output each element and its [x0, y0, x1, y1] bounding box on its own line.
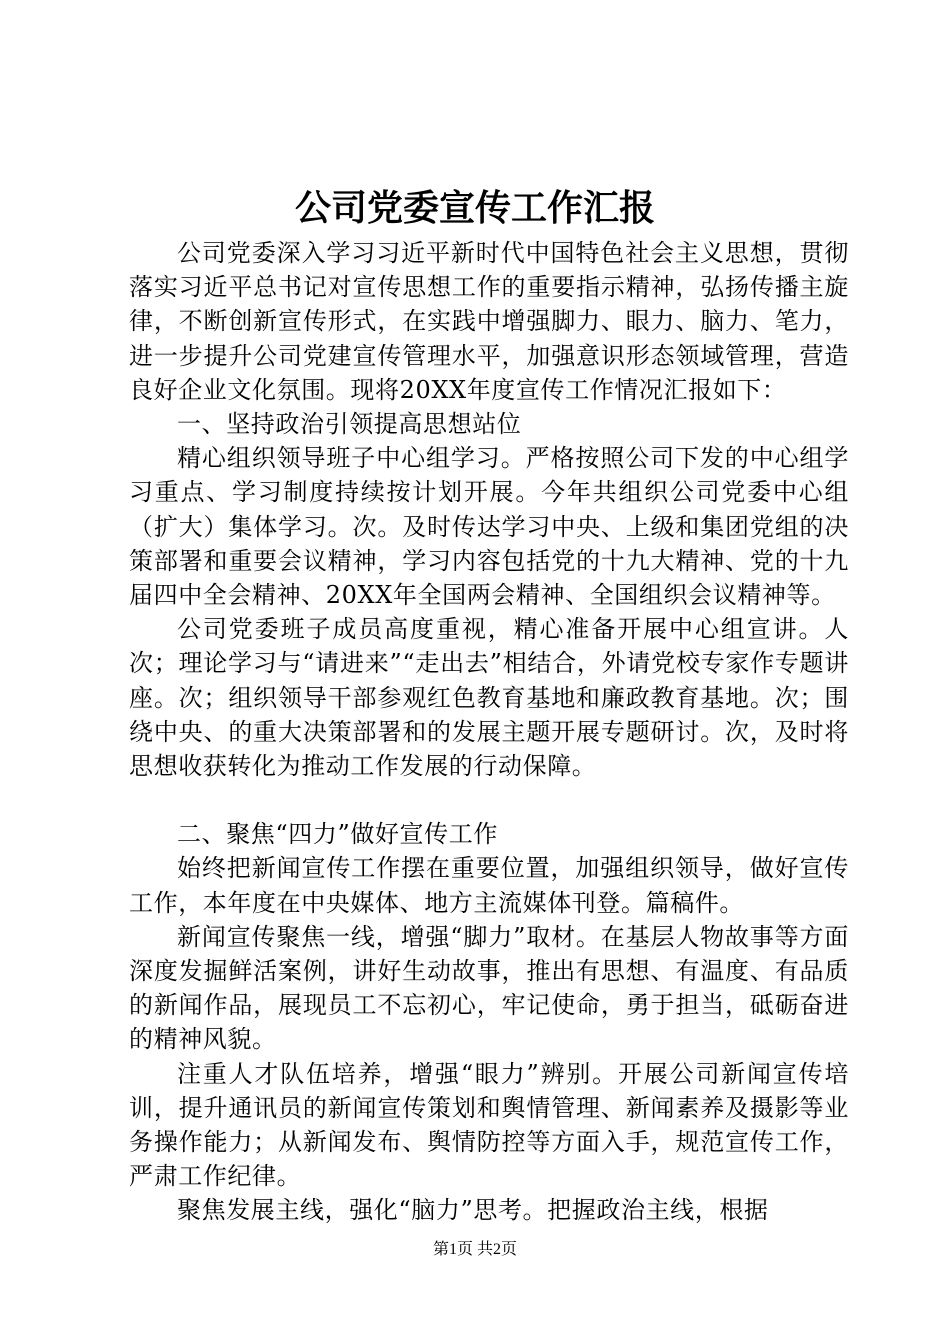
section-1-paragraph-2: 公司党委班子成员高度重视，精心准备开展中心组宣讲。人次；理论学习与“请进来”“走出去”相结合，外请党校专家作专题讲座。次；组织领导干部参观红色教育基地和廉政教育基地。次；围绕中央、的重大决策部署和的发展主题开展专题研讨。次，及时将思想收获转化为推动工作发展的行动保障。: [129, 615, 849, 781]
section-2-paragraph-2: 新闻宣传聚焦一线，增强“脚力”取材。在基层人物故事等方面深度发掘鲜活案例，讲好生动故事，推出有思想、有温度、有品质的新闻作品，展现员工不忘初心，牢记使命，勇于担当，砥砺奋进的精神风貌。: [129, 922, 849, 1054]
page-footer: 第1页 共2页: [432, 1241, 517, 1258]
blank-line: [129, 783, 849, 817]
document-title: 公司党委宣传工作汇报: [294, 187, 655, 229]
intro-paragraph: 公司党委深入学习习近平新时代中国特色社会主义思想，贯彻落实习近平总书记对宣传思想工作的重要指示精神，弘扬传播主旋律，不断创新宣传形式，在实践中增强脚力、眼力、脑力、笔力，进一步提升公司党建宣传管理水平，加强意识形态领域管理，营造良好企业文化氛围。现将20XX年度宣传工作情况汇报如下：: [129, 239, 849, 404]
section-2-paragraph-3: 注重人才队伍培养，增强“眼力”辨别。开展公司新闻宣传培训，提升通讯员的新闻宣传策划和舆情管理、新闻素养及摄影等业务操作能力；从新闻发布、舆情防控等方面入手，规范宣传工作，严肃工作纪律。: [129, 1059, 849, 1191]
section-2-paragraph-1: 始终把新闻宣传工作摆在重要位置，加强组织领导，做好宣传工作，本年度在中央媒体、地方主流媒体刊登。篇稿件。: [129, 854, 849, 917]
document-body: [129, 236, 849, 1228]
section-1-heading: 一、坚持政治引领提高思想站位: [177, 410, 522, 439]
section-1-paragraph-1: 精心组织领导班子中心组学习。严格按照公司下发的中心组学习重点、学习制度持续按计划开展。今年共组织公司党委中心组（扩大）集体学习。次。及时传达学习中央、上级和集团党组的决策部署和重要会议精神，学习内容包括党的十九大精神、党的十九届四中全会精神、20XX年全国两会精神、全国组织会议精神等。: [129, 444, 849, 610]
section-2-paragraph-4: 聚焦发展主线，强化“脑力”思考。把握政治主线，根据: [177, 1196, 769, 1225]
section-2-heading: 二、聚焦“四力”做好宣传工作: [177, 820, 498, 849]
